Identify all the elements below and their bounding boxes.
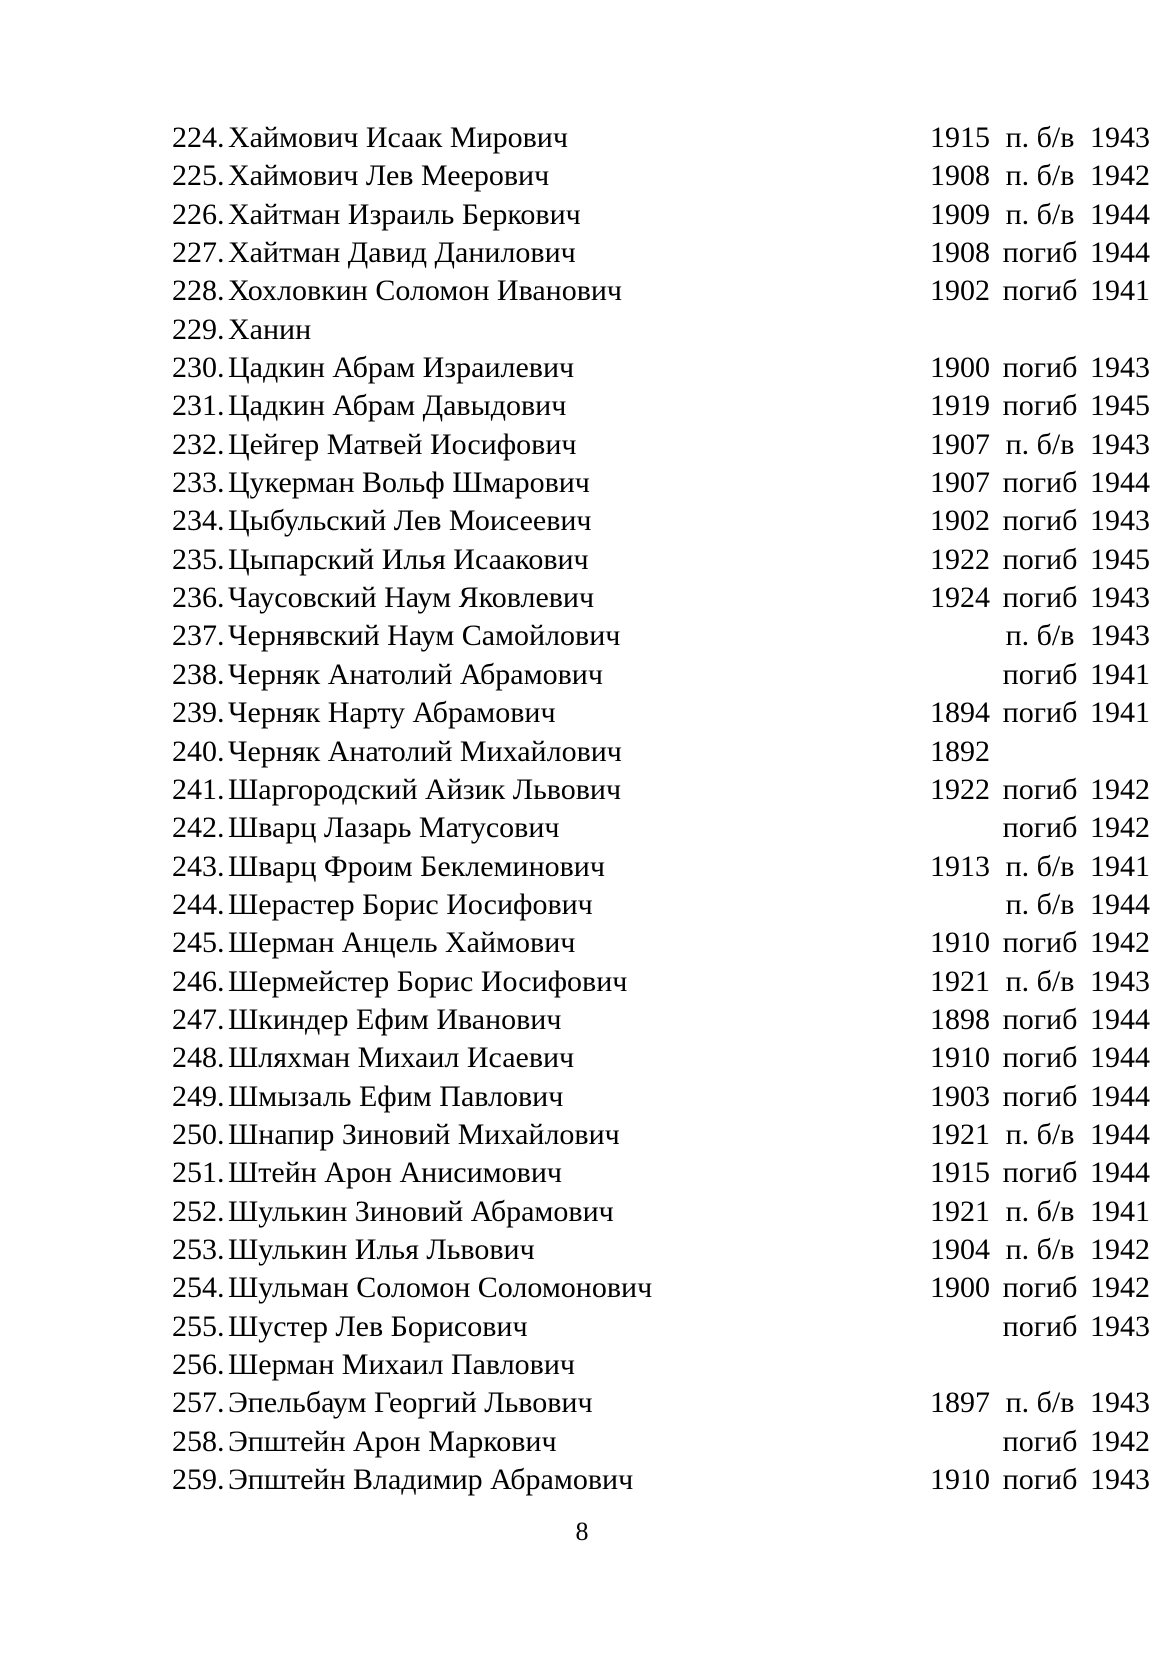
year-of-death: 1945 <box>1090 389 1150 423</box>
list-item <box>172 924 1150 962</box>
year-of-death: 1944 <box>1090 887 1150 921</box>
entry-number: 240. <box>172 734 225 768</box>
status-label: погиб <box>1002 389 1078 423</box>
list-item <box>172 579 1150 617</box>
list-item <box>172 541 1150 579</box>
entry-number: 236. <box>172 581 225 615</box>
status-label: п. б/в <box>1005 427 1075 461</box>
list-item <box>172 157 1150 195</box>
entry-number: 227. <box>172 236 225 270</box>
list-item <box>172 1308 1150 1346</box>
list-item <box>172 1116 1150 1154</box>
entry-name: Хайтман Давид Данилович <box>228 236 576 270</box>
birth-year: 1924 <box>930 581 990 615</box>
entry-number: 233. <box>172 466 225 500</box>
year-of-death: 1944 <box>1090 1041 1150 1075</box>
year-of-death: 1941 <box>1090 274 1150 308</box>
entry-name: Шустер Лев Борисович <box>228 1309 528 1343</box>
year-of-death: 1942 <box>1090 1271 1150 1305</box>
birth-year: 1910 <box>930 1041 990 1075</box>
list-item <box>172 387 1150 425</box>
entry-name: Шерман Михаил Павлович <box>228 1348 575 1381</box>
list-item <box>172 1039 1150 1077</box>
list-item <box>172 771 1150 809</box>
entry-number: 248. <box>172 1041 225 1075</box>
entry-number: 253. <box>172 1232 225 1266</box>
birth-year: 1894 <box>930 696 990 730</box>
status-label: п. б/в <box>1005 121 1075 154</box>
status-label: п. б/в <box>1005 1117 1075 1151</box>
year-of-death: 1944 <box>1090 1117 1150 1151</box>
status-label: п. б/в <box>1005 887 1075 921</box>
year-of-death: 1943 <box>1090 427 1150 461</box>
entry-number: 257. <box>172 1386 225 1420</box>
entry-name: Цадкин Абрам Израилевич <box>228 351 575 385</box>
list-item <box>172 1231 1150 1269</box>
entry-name: Шляхман Михаил Исаевич <box>228 1041 575 1075</box>
list-item <box>172 119 1150 157</box>
entry-name: Цыбульский Лев Моисеевич <box>228 504 592 538</box>
birth-year: 1909 <box>930 197 990 231</box>
entry-name: Хохловкин Соломон Иванович <box>228 274 623 308</box>
status-label: п. б/в <box>1005 1232 1075 1266</box>
entry-name: Чаусовский Наум Яковлевич <box>228 581 595 615</box>
year-of-death: 1942 <box>1090 811 1150 845</box>
birth-year: 1892 <box>930 734 990 768</box>
birth-year: 1897 <box>930 1386 990 1420</box>
page-number: 8 <box>575 1517 589 1546</box>
entry-name: Черняк Нарту Абрамович <box>228 696 556 730</box>
status-label: погиб <box>1002 1041 1078 1075</box>
status-label: погиб <box>1002 696 1078 730</box>
year-of-death: 1943 <box>1090 964 1150 998</box>
year-of-death: 1943 <box>1090 351 1150 385</box>
status-label: погиб <box>1002 1002 1078 1036</box>
status-label: погиб <box>1002 1271 1078 1305</box>
year-of-death: 1944 <box>1090 466 1150 500</box>
list-item <box>172 272 1150 310</box>
entry-number: 249. <box>172 1079 225 1113</box>
entry-number: 232. <box>172 427 225 461</box>
birth-year: 1902 <box>930 274 990 308</box>
list-item <box>172 464 1150 502</box>
list-item <box>172 1423 1150 1461</box>
list-item <box>172 656 1150 694</box>
list-item <box>172 733 1012 771</box>
entry-number: 229. <box>172 312 225 346</box>
year-of-death: 1942 <box>1090 1424 1150 1458</box>
birth-year: 1900 <box>930 351 990 385</box>
list-item <box>172 1154 1150 1192</box>
list-item <box>172 1346 1012 1384</box>
entry-name: Шерастер Борис Иосифович <box>228 887 593 921</box>
year-of-death: 1943 <box>1090 504 1150 538</box>
list-item <box>172 1269 1150 1307</box>
year-of-death: 1944 <box>1090 1156 1150 1190</box>
list-item <box>172 311 1012 349</box>
status-label: п. б/в <box>1005 619 1075 653</box>
list-item <box>172 886 1150 924</box>
entry-name: Цукерман Вольф Шмарович <box>228 466 590 500</box>
year-of-death: 1943 <box>1090 1386 1150 1420</box>
birth-year: 1915 <box>930 121 990 154</box>
birth-year: 1902 <box>930 504 990 538</box>
year-of-death: 1941 <box>1090 1194 1150 1228</box>
entry-number: 254. <box>172 1271 225 1305</box>
status-label: п. б/в <box>1005 964 1075 998</box>
birth-year: 1904 <box>930 1232 990 1266</box>
year-of-death: 1945 <box>1090 542 1150 576</box>
status-label: погиб <box>1002 811 1078 845</box>
entry-name: Шнапир Зиновий Михайлович <box>228 1117 620 1151</box>
entry-number: 251. <box>172 1156 225 1190</box>
entry-name: Шаргородский Айзик Львович <box>228 772 622 806</box>
birth-year: 1921 <box>930 1194 990 1228</box>
birth-year: 1903 <box>930 1079 990 1113</box>
birth-year: 1898 <box>930 1002 990 1036</box>
list-item <box>172 694 1150 732</box>
birth-year: 1915 <box>930 1156 990 1190</box>
entry-number: 250. <box>172 1117 225 1151</box>
entry-number: 245. <box>172 926 225 960</box>
status-label: погиб <box>1002 274 1078 308</box>
entry-name: Цыпарский Илья Исаакович <box>228 542 589 576</box>
status-label: погиб <box>1002 926 1078 960</box>
year-of-death: 1943 <box>1090 1463 1150 1497</box>
entry-number: 235. <box>172 542 225 576</box>
year-of-death: 1943 <box>1090 121 1150 154</box>
birth-year: 1922 <box>930 542 990 576</box>
year-of-death: 1944 <box>1090 236 1150 270</box>
year-of-death: 1941 <box>1090 657 1150 691</box>
year-of-death: 1943 <box>1090 619 1150 653</box>
list-item <box>172 809 1150 847</box>
status-label: п. б/в <box>1005 197 1075 231</box>
status-label: погиб <box>1002 542 1078 576</box>
entry-name: Шмызаль Ефим Павлович <box>228 1079 564 1113</box>
list-item <box>172 963 1150 1001</box>
birth-year: 1922 <box>930 772 990 806</box>
birth-year: 1921 <box>930 964 990 998</box>
entry-number: 243. <box>172 849 225 883</box>
list-item <box>172 1193 1150 1231</box>
birth-year: 1913 <box>930 849 990 883</box>
entry-number: 244. <box>172 887 225 921</box>
entry-number: 256. <box>172 1348 225 1381</box>
status-label: погиб <box>1002 504 1078 538</box>
status-label: погиб <box>1002 657 1078 691</box>
entry-name: Эпельбаум Георгий Львович <box>228 1386 593 1420</box>
list-item <box>172 1078 1150 1116</box>
entry-number: 230. <box>172 351 225 385</box>
entry-number: 242. <box>172 811 225 845</box>
birth-year: 1921 <box>930 1117 990 1151</box>
status-label: погиб <box>1002 466 1078 500</box>
entry-name: Хаймович Лев Меерович <box>228 159 550 193</box>
year-of-death: 1944 <box>1090 1002 1150 1036</box>
entry-number: 258. <box>172 1424 225 1458</box>
status-label: погиб <box>1002 581 1078 615</box>
entry-number: 247. <box>172 1002 225 1036</box>
entry-number: 239. <box>172 696 225 730</box>
entry-name: Цейгер Матвей Иосифович <box>228 427 577 461</box>
entry-name: Шкиндер Ефим Иванович <box>228 1002 562 1036</box>
entry-name: Чернявский Наум Самойлович <box>228 619 621 653</box>
status-label: погиб <box>1002 772 1078 806</box>
entry-number: 246. <box>172 964 225 998</box>
entry-number: 225. <box>172 159 225 193</box>
entry-number: 252. <box>172 1194 225 1228</box>
entry-name: Шварц Лазарь Матусович <box>228 811 560 845</box>
entry-number: 255. <box>172 1309 225 1343</box>
entry-name: Шулькин Зиновий Абрамович <box>228 1194 614 1228</box>
birth-year: 1908 <box>930 236 990 270</box>
entry-name: Черняк Анатолий Михайлович <box>228 734 622 768</box>
entry-number: 226. <box>172 197 225 231</box>
entry-name: Штейн Арон Анисимович <box>228 1156 562 1190</box>
entry-name: Хайтман Израиль Беркович <box>228 197 581 231</box>
birth-year: 1910 <box>930 1463 990 1497</box>
entry-name: Эпштейн Владимир Абрамович <box>228 1463 634 1497</box>
status-label: погиб <box>1002 1156 1078 1190</box>
year-of-death: 1943 <box>1090 1309 1150 1343</box>
year-of-death: 1944 <box>1090 197 1150 231</box>
list-item <box>172 196 1150 234</box>
list-item <box>172 234 1150 272</box>
entry-number: 241. <box>172 772 225 806</box>
entry-name: Шулькин Илья Львович <box>228 1232 535 1266</box>
list-item <box>172 502 1150 540</box>
entry-number: 234. <box>172 504 225 538</box>
entry-name: Хаймович Исаак Мирович <box>228 121 568 154</box>
birth-year: 1908 <box>930 159 990 193</box>
status-label: п. б/в <box>1005 849 1075 883</box>
year-of-death: 1941 <box>1090 849 1150 883</box>
status-label: п. б/в <box>1005 159 1075 193</box>
status-label: п. б/в <box>1005 1386 1075 1420</box>
entry-number: 231. <box>172 389 225 423</box>
birth-year: 1919 <box>930 389 990 423</box>
status-label: погиб <box>1002 351 1078 385</box>
list-item <box>172 848 1150 886</box>
entry-number: 224. <box>172 121 225 154</box>
status-label: погиб <box>1002 236 1078 270</box>
entry-name: Цадкин Абрам Давыдович <box>228 389 567 423</box>
list-item <box>172 1001 1150 1039</box>
entry-number: 228. <box>172 274 225 308</box>
status-label: погиб <box>1002 1463 1078 1497</box>
entry-name: Шермейстер Борис Иосифович <box>228 964 628 998</box>
entry-number: 237. <box>172 619 225 653</box>
list-item <box>172 1461 1150 1499</box>
entry-name: Ханин <box>228 312 312 346</box>
year-of-death: 1942 <box>1090 772 1150 806</box>
entry-name: Черняк Анатолий Абрамович <box>228 657 603 691</box>
list-item <box>172 617 1150 655</box>
status-label: погиб <box>1002 1079 1078 1113</box>
year-of-death: 1943 <box>1090 581 1150 615</box>
birth-year: 1907 <box>930 466 990 500</box>
year-of-death: 1942 <box>1090 926 1150 960</box>
status-label: п. б/в <box>1005 1194 1075 1228</box>
list-item <box>172 1384 1150 1422</box>
birth-year: 1900 <box>930 1271 990 1305</box>
status-label: погиб <box>1002 1424 1078 1458</box>
year-of-death: 1944 <box>1090 1079 1150 1113</box>
birth-year: 1910 <box>930 926 990 960</box>
birth-year: 1907 <box>930 427 990 461</box>
year-of-death: 1941 <box>1090 696 1150 730</box>
status-label: погиб <box>1002 1309 1078 1343</box>
list-item <box>172 349 1150 387</box>
year-of-death: 1942 <box>1090 1232 1150 1266</box>
list-item <box>172 426 1150 464</box>
name-list <box>172 119 1150 1499</box>
entry-name: Шульман Соломон Соломонович <box>228 1271 653 1305</box>
entry-number: 238. <box>172 657 225 691</box>
year-of-death: 1942 <box>1090 159 1150 193</box>
entry-number: 259. <box>172 1463 225 1497</box>
entry-name: Шварц Фроим Беклеминович <box>228 849 605 883</box>
entry-name: Эпштейн Арон Маркович <box>228 1424 557 1458</box>
entry-name: Шерман Анцель Хаймович <box>228 926 576 960</box>
